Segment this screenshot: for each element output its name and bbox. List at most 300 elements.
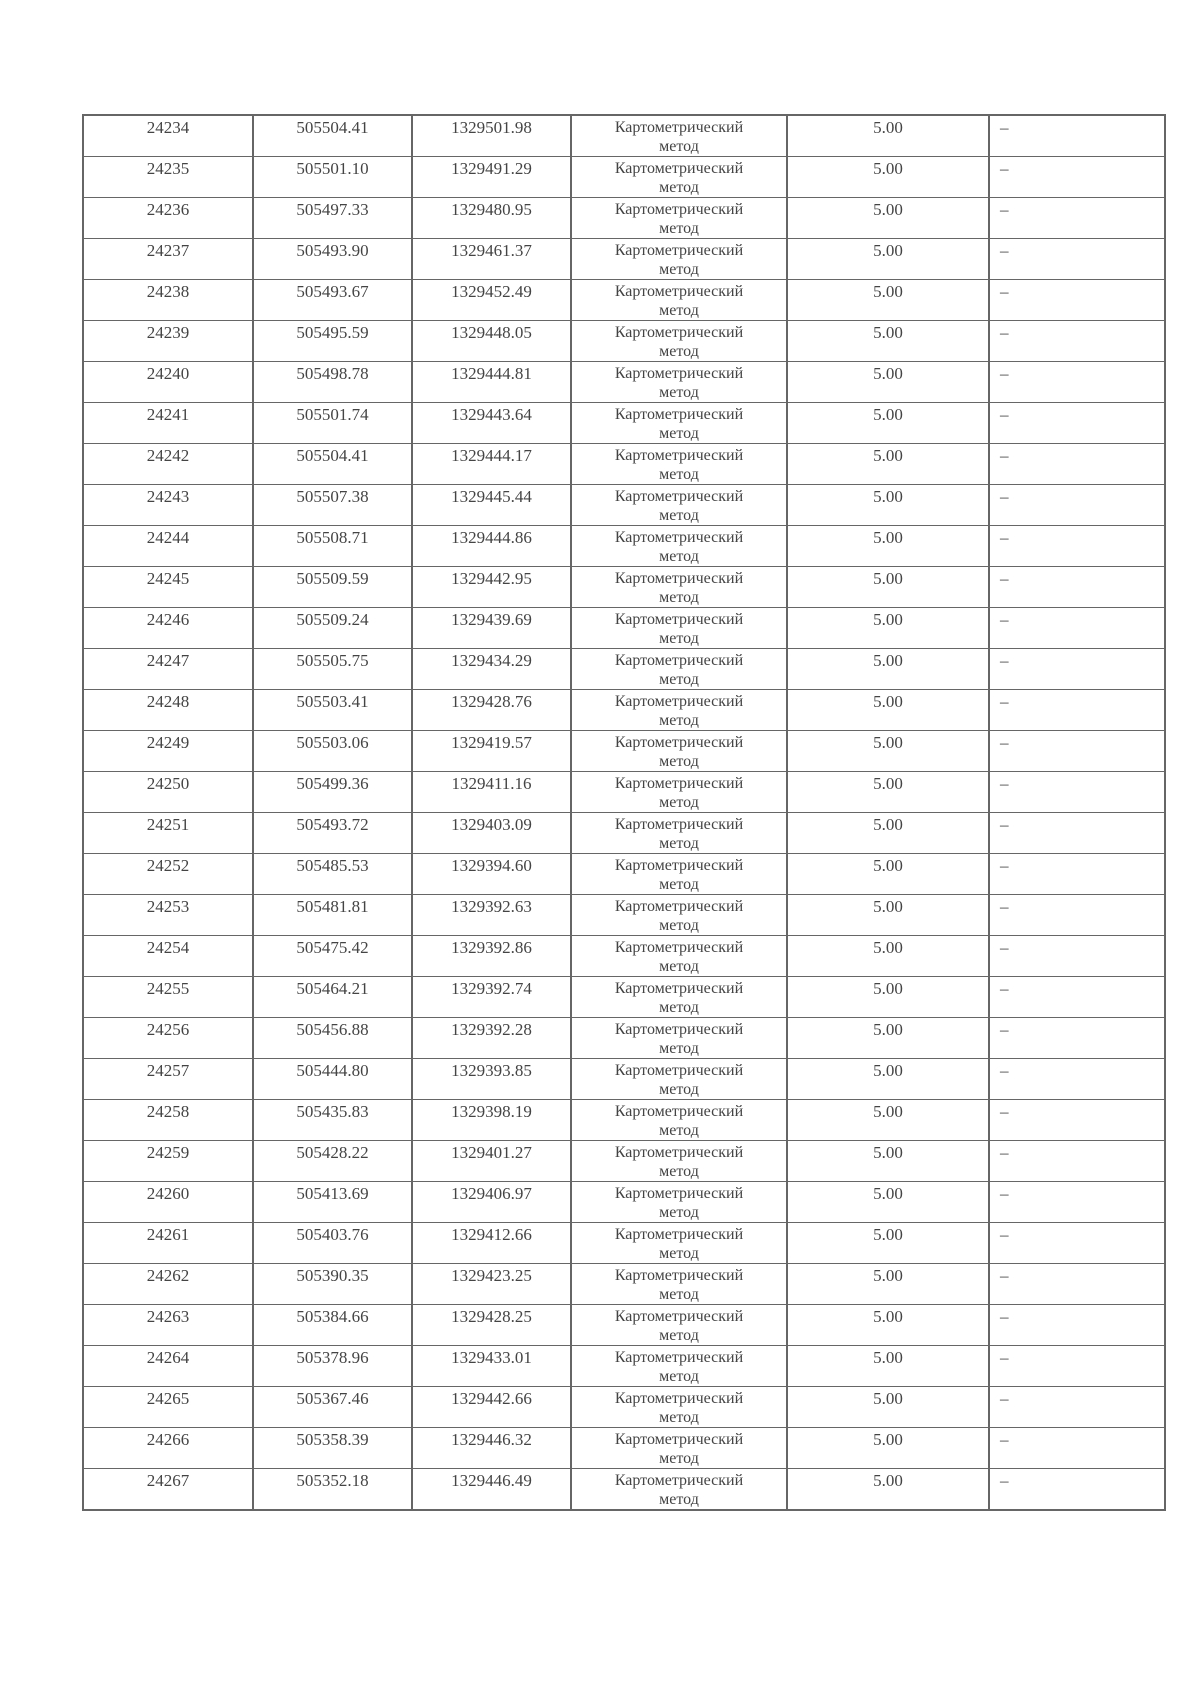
x-coordinate-cell-text: 505493.67 <box>296 282 369 301</box>
method-line-2: метод <box>659 630 699 647</box>
method-cell <box>571 321 787 362</box>
method-line-1: Картометрический <box>614 570 744 587</box>
accuracy-cell <box>787 362 989 403</box>
method-line-2: метод <box>659 1245 699 1262</box>
x-coordinate-cell-text: 505503.41 <box>296 692 369 711</box>
note-cell <box>989 1387 1165 1428</box>
y-coordinate-cell-text: 1329434.29 <box>451 651 532 670</box>
method-cell <box>571 649 787 690</box>
method-line-2: метод <box>659 302 699 319</box>
y-coordinate-cell <box>412 1346 571 1387</box>
method-line-2: метод <box>659 343 699 360</box>
point-number-cell-text: 24244 <box>146 528 190 547</box>
table-row <box>83 772 1165 813</box>
table-row <box>83 321 1165 362</box>
note-cell <box>989 115 1165 157</box>
accuracy-cell-text: 5.00 <box>873 446 903 465</box>
method-line-1: Картометрический <box>614 775 744 792</box>
table-row <box>83 198 1165 239</box>
method-line-1: Картометрический <box>614 324 744 341</box>
method-cell <box>571 157 787 198</box>
accuracy-cell-text: 5.00 <box>873 282 903 301</box>
y-coordinate-cell <box>412 115 571 157</box>
note-cell <box>989 444 1165 485</box>
method-line-2: метод <box>659 466 699 483</box>
accuracy-cell <box>787 649 989 690</box>
point-number-cell-text: 24254 <box>146 938 190 957</box>
method-line-1: Картометрический <box>614 365 744 382</box>
method-cell <box>571 526 787 567</box>
x-coordinate-cell-text: 505358.39 <box>296 1430 369 1449</box>
x-coordinate-cell-text: 505390.35 <box>296 1266 369 1285</box>
y-coordinate-cell-text: 1329392.74 <box>451 979 532 998</box>
table-row <box>83 1264 1165 1305</box>
accuracy-cell-text: 5.00 <box>873 200 903 219</box>
x-coordinate-cell <box>253 1100 412 1141</box>
y-coordinate-cell <box>412 854 571 895</box>
method-line-2: метод <box>659 1081 699 1098</box>
coordinates-table <box>82 114 1166 1511</box>
accuracy-cell-text: 5.00 <box>873 1471 903 1490</box>
method-cell <box>571 1141 787 1182</box>
method-line-1: Картометрический <box>614 734 744 751</box>
method-line-1: Картометрический <box>614 1308 744 1325</box>
accuracy-cell <box>787 1141 989 1182</box>
point-number-cell-text: 24263 <box>146 1307 190 1326</box>
accuracy-cell <box>787 1100 989 1141</box>
x-coordinate-cell <box>253 1182 412 1223</box>
method-line-1: Картометрический <box>614 939 744 956</box>
method-line-2: метод <box>659 384 699 401</box>
x-coordinate-cell <box>253 403 412 444</box>
x-coordinate-cell-text: 505493.90 <box>296 241 369 260</box>
point-number-cell <box>83 1346 253 1387</box>
method-cell <box>571 403 787 444</box>
point-number-cell <box>83 485 253 526</box>
x-coordinate-cell-text: 505456.88 <box>296 1020 369 1039</box>
method-line-1: Картометрический <box>614 1144 744 1161</box>
x-coordinate-cell <box>253 977 412 1018</box>
note-cell <box>989 731 1165 772</box>
y-coordinate-cell <box>412 157 571 198</box>
y-coordinate-cell-text: 1329411.16 <box>451 774 532 793</box>
point-number-cell <box>83 198 253 239</box>
method-line-1: Картометрический <box>614 242 744 259</box>
note-cell-text: – <box>1000 979 1009 998</box>
accuracy-cell-text: 5.00 <box>873 1020 903 1039</box>
method-cell <box>571 690 787 731</box>
point-number-cell-text: 24238 <box>146 282 190 301</box>
point-number-cell-text: 24251 <box>146 815 190 834</box>
point-number-cell <box>83 1018 253 1059</box>
note-cell <box>989 403 1165 444</box>
method-line-1: Картометрический <box>614 1103 744 1120</box>
y-coordinate-cell <box>412 608 571 649</box>
note-cell <box>989 936 1165 977</box>
y-coordinate-cell-text: 1329452.49 <box>451 282 532 301</box>
method-cell <box>571 813 787 854</box>
accuracy-cell-text: 5.00 <box>873 897 903 916</box>
note-cell <box>989 772 1165 813</box>
method-line-2: метод <box>659 138 699 155</box>
method-line-2: метод <box>659 589 699 606</box>
y-coordinate-cell-text: 1329412.66 <box>451 1225 532 1244</box>
method-line-2: метод <box>659 958 699 975</box>
accuracy-cell <box>787 1305 989 1346</box>
y-coordinate-cell <box>412 649 571 690</box>
table-row <box>83 1223 1165 1264</box>
method-line-1: Картометрический <box>614 980 744 997</box>
accuracy-cell-text: 5.00 <box>873 159 903 178</box>
note-cell <box>989 813 1165 854</box>
method-cell <box>571 1018 787 1059</box>
method-line-2: метод <box>659 835 699 852</box>
method-line-1: Картометрический <box>614 1472 744 1489</box>
method-line-1: Картометрический <box>614 119 744 136</box>
y-coordinate-cell <box>412 1264 571 1305</box>
method-cell <box>571 854 787 895</box>
point-number-cell-text: 24248 <box>146 692 190 711</box>
accuracy-cell <box>787 731 989 772</box>
note-cell <box>989 321 1165 362</box>
method-line-2: метод <box>659 179 699 196</box>
accuracy-cell-text: 5.00 <box>873 1061 903 1080</box>
x-coordinate-cell-text: 505481.81 <box>296 897 369 916</box>
y-coordinate-cell-text: 1329394.60 <box>451 856 532 875</box>
table-row <box>83 649 1165 690</box>
y-coordinate-cell <box>412 772 571 813</box>
y-coordinate-cell-text: 1329446.32 <box>451 1430 532 1449</box>
x-coordinate-cell-text: 505508.71 <box>296 528 369 547</box>
point-number-cell <box>83 977 253 1018</box>
y-coordinate-cell <box>412 444 571 485</box>
y-coordinate-cell <box>412 1018 571 1059</box>
table-row <box>83 1387 1165 1428</box>
note-cell-text: – <box>1000 364 1009 383</box>
table-row <box>83 1182 1165 1223</box>
note-cell <box>989 1223 1165 1264</box>
accuracy-cell-text: 5.00 <box>873 1143 903 1162</box>
note-cell-text: – <box>1000 200 1009 219</box>
y-coordinate-cell <box>412 567 571 608</box>
y-coordinate-cell-text: 1329491.29 <box>451 159 532 178</box>
point-number-cell <box>83 854 253 895</box>
x-coordinate-cell <box>253 239 412 280</box>
x-coordinate-cell-text: 505413.69 <box>296 1184 369 1203</box>
method-cell <box>571 731 787 772</box>
x-coordinate-cell-text: 505384.66 <box>296 1307 369 1326</box>
y-coordinate-cell-text: 1329445.44 <box>451 487 532 506</box>
note-cell-text: – <box>1000 118 1009 137</box>
method-line-1: Картометрический <box>614 1226 744 1243</box>
method-line-1: Картометрический <box>614 693 744 710</box>
y-coordinate-cell-text: 1329448.05 <box>451 323 532 342</box>
note-cell-text: – <box>1000 528 1009 547</box>
note-cell <box>989 977 1165 1018</box>
y-coordinate-cell-text: 1329444.17 <box>451 446 532 465</box>
y-coordinate-cell <box>412 526 571 567</box>
accuracy-cell-text: 5.00 <box>873 1225 903 1244</box>
x-coordinate-cell <box>253 1305 412 1346</box>
note-cell <box>989 239 1165 280</box>
point-number-cell <box>83 1469 253 1511</box>
method-line-1: Картометрический <box>614 201 744 218</box>
method-cell <box>571 772 787 813</box>
point-number-cell <box>83 526 253 567</box>
method-line-2: метод <box>659 261 699 278</box>
note-cell-text: – <box>1000 651 1009 670</box>
y-coordinate-cell <box>412 895 571 936</box>
y-coordinate-cell-text: 1329444.86 <box>451 528 532 547</box>
accuracy-cell-text: 5.00 <box>873 733 903 752</box>
y-coordinate-cell-text: 1329461.37 <box>451 241 532 260</box>
x-coordinate-cell-text: 505403.76 <box>296 1225 369 1244</box>
y-coordinate-cell-text: 1329401.27 <box>451 1143 532 1162</box>
note-cell <box>989 526 1165 567</box>
accuracy-cell <box>787 1346 989 1387</box>
note-cell-text: – <box>1000 1348 1009 1367</box>
accuracy-cell-text: 5.00 <box>873 1184 903 1203</box>
method-line-1: Картометрический <box>614 447 744 464</box>
accuracy-cell <box>787 1182 989 1223</box>
method-cell <box>571 198 787 239</box>
point-number-cell <box>83 157 253 198</box>
accuracy-cell <box>787 526 989 567</box>
x-coordinate-cell-text: 505498.78 <box>296 364 369 383</box>
y-coordinate-cell-text: 1329480.95 <box>451 200 532 219</box>
point-number-cell <box>83 403 253 444</box>
y-coordinate-cell <box>412 731 571 772</box>
y-coordinate-cell-text: 1329428.76 <box>451 692 532 711</box>
x-coordinate-cell <box>253 115 412 157</box>
note-cell <box>989 608 1165 649</box>
method-line-1: Картометрический <box>614 406 744 423</box>
y-coordinate-cell <box>412 239 571 280</box>
table-row <box>83 362 1165 403</box>
table-row <box>83 444 1165 485</box>
accuracy-cell <box>787 813 989 854</box>
y-coordinate-cell-text: 1329403.09 <box>451 815 532 834</box>
table-row <box>83 608 1165 649</box>
method-line-2: метод <box>659 712 699 729</box>
point-number-cell <box>83 115 253 157</box>
x-coordinate-cell <box>253 608 412 649</box>
note-cell <box>989 280 1165 321</box>
point-number-cell <box>83 1141 253 1182</box>
accuracy-cell <box>787 1469 989 1511</box>
point-number-cell-text: 24246 <box>146 610 190 629</box>
note-cell <box>989 567 1165 608</box>
y-coordinate-cell-text: 1329392.63 <box>451 897 532 916</box>
point-number-cell <box>83 1100 253 1141</box>
table-row <box>83 485 1165 526</box>
y-coordinate-cell <box>412 1059 571 1100</box>
note-cell <box>989 1346 1165 1387</box>
note-cell <box>989 1100 1165 1141</box>
point-number-cell <box>83 1264 253 1305</box>
method-line-2: метод <box>659 1327 699 1344</box>
x-coordinate-cell-text: 505428.22 <box>296 1143 369 1162</box>
point-number-cell <box>83 1428 253 1469</box>
method-line-1: Картометрический <box>614 1390 744 1407</box>
y-coordinate-cell <box>412 1100 571 1141</box>
method-line-2: метод <box>659 1286 699 1303</box>
note-cell-text: – <box>1000 856 1009 875</box>
point-number-cell-text: 24260 <box>146 1184 190 1203</box>
x-coordinate-cell-text: 505367.46 <box>296 1389 369 1408</box>
table-row <box>83 895 1165 936</box>
accuracy-cell-text: 5.00 <box>873 569 903 588</box>
method-line-2: метод <box>659 425 699 442</box>
method-line-1: Картометрический <box>614 816 744 833</box>
accuracy-cell <box>787 115 989 157</box>
point-number-cell-text: 24253 <box>146 897 190 916</box>
accuracy-cell <box>787 321 989 362</box>
method-cell <box>571 1100 787 1141</box>
point-number-cell-text: 24262 <box>146 1266 190 1285</box>
table-row <box>83 1141 1165 1182</box>
x-coordinate-cell-text: 505501.10 <box>296 159 369 178</box>
x-coordinate-cell <box>253 280 412 321</box>
y-coordinate-cell <box>412 362 571 403</box>
note-cell-text: – <box>1000 569 1009 588</box>
accuracy-cell <box>787 690 989 731</box>
table-row <box>83 1018 1165 1059</box>
accuracy-cell <box>787 239 989 280</box>
note-cell-text: – <box>1000 405 1009 424</box>
x-coordinate-cell <box>253 1469 412 1511</box>
point-number-cell-text: 24240 <box>146 364 190 383</box>
method-line-1: Картометрический <box>614 1185 744 1202</box>
point-number-cell-text: 24249 <box>146 733 190 752</box>
y-coordinate-cell <box>412 485 571 526</box>
note-cell-text: – <box>1000 487 1009 506</box>
note-cell <box>989 1469 1165 1511</box>
note-cell-text: – <box>1000 610 1009 629</box>
point-number-cell-text: 24258 <box>146 1102 190 1121</box>
table-row <box>83 731 1165 772</box>
accuracy-cell <box>787 854 989 895</box>
x-coordinate-cell-text: 505497.33 <box>296 200 369 219</box>
y-coordinate-cell <box>412 813 571 854</box>
note-cell <box>989 690 1165 731</box>
point-number-cell <box>83 1387 253 1428</box>
point-number-cell <box>83 690 253 731</box>
point-number-cell-text: 24261 <box>146 1225 190 1244</box>
x-coordinate-cell <box>253 649 412 690</box>
table-row <box>83 567 1165 608</box>
method-line-1: Картометрический <box>614 488 744 505</box>
accuracy-cell-text: 5.00 <box>873 1348 903 1367</box>
x-coordinate-cell <box>253 813 412 854</box>
note-cell <box>989 649 1165 690</box>
x-coordinate-cell <box>253 936 412 977</box>
x-coordinate-cell <box>253 567 412 608</box>
x-coordinate-cell-text: 505485.53 <box>296 856 369 875</box>
note-cell-text: – <box>1000 1471 1009 1490</box>
accuracy-cell <box>787 1428 989 1469</box>
x-coordinate-cell <box>253 1018 412 1059</box>
x-coordinate-cell-text: 505499.36 <box>296 774 369 793</box>
point-number-cell <box>83 772 253 813</box>
method-cell <box>571 444 787 485</box>
accuracy-cell-text: 5.00 <box>873 1102 903 1121</box>
point-number-cell-text: 24242 <box>146 446 190 465</box>
y-coordinate-cell-text: 1329428.25 <box>451 1307 532 1326</box>
method-line-1: Картометрический <box>614 611 744 628</box>
point-number-cell <box>83 608 253 649</box>
y-coordinate-cell-text: 1329392.86 <box>451 938 532 957</box>
note-cell <box>989 1059 1165 1100</box>
method-line-1: Картометрический <box>614 283 744 300</box>
point-number-cell <box>83 895 253 936</box>
point-number-cell-text: 24256 <box>146 1020 190 1039</box>
accuracy-cell <box>787 977 989 1018</box>
accuracy-cell-text: 5.00 <box>873 323 903 342</box>
method-line-1: Картометрический <box>614 1349 744 1366</box>
y-coordinate-cell <box>412 403 571 444</box>
accuracy-cell <box>787 1018 989 1059</box>
y-coordinate-cell <box>412 1182 571 1223</box>
x-coordinate-cell-text: 505505.75 <box>296 651 369 670</box>
y-coordinate-cell-text: 1329444.81 <box>451 364 532 383</box>
point-number-cell-text: 24237 <box>146 241 190 260</box>
table-row <box>83 157 1165 198</box>
point-number-cell-text: 24250 <box>146 774 190 793</box>
x-coordinate-cell-text: 505435.83 <box>296 1102 369 1121</box>
y-coordinate-cell-text: 1329423.25 <box>451 1266 532 1285</box>
table-row <box>83 854 1165 895</box>
x-coordinate-cell <box>253 854 412 895</box>
x-coordinate-cell-text: 505509.59 <box>296 569 369 588</box>
y-coordinate-cell-text: 1329439.69 <box>451 610 532 629</box>
y-coordinate-cell-text: 1329446.49 <box>451 1471 532 1490</box>
method-cell <box>571 485 787 526</box>
y-coordinate-cell-text: 1329501.98 <box>451 118 532 137</box>
y-coordinate-cell-text: 1329419.57 <box>451 733 532 752</box>
method-cell <box>571 362 787 403</box>
method-line-2: метод <box>659 220 699 237</box>
method-line-2: метод <box>659 1368 699 1385</box>
accuracy-cell <box>787 772 989 813</box>
x-coordinate-cell <box>253 321 412 362</box>
y-coordinate-cell <box>412 198 571 239</box>
point-number-cell-text: 24234 <box>146 118 190 137</box>
method-line-1: Картометрический <box>614 857 744 874</box>
note-cell <box>989 1141 1165 1182</box>
x-coordinate-cell <box>253 731 412 772</box>
x-coordinate-cell-text: 505378.96 <box>296 1348 369 1367</box>
x-coordinate-cell-text: 505352.18 <box>296 1471 369 1490</box>
point-number-cell <box>83 1223 253 1264</box>
x-coordinate-cell <box>253 772 412 813</box>
point-number-cell <box>83 280 253 321</box>
accuracy-cell <box>787 1264 989 1305</box>
accuracy-cell-text: 5.00 <box>873 528 903 547</box>
note-cell <box>989 1428 1165 1469</box>
method-line-2: метод <box>659 1450 699 1467</box>
method-line-2: метод <box>659 507 699 524</box>
accuracy-cell-text: 5.00 <box>873 979 903 998</box>
x-coordinate-cell-text: 505509.24 <box>296 610 369 629</box>
accuracy-cell <box>787 403 989 444</box>
x-coordinate-cell <box>253 444 412 485</box>
x-coordinate-cell <box>253 690 412 731</box>
point-number-cell <box>83 813 253 854</box>
table-row <box>83 1305 1165 1346</box>
note-cell <box>989 157 1165 198</box>
note-cell-text: – <box>1000 897 1009 916</box>
